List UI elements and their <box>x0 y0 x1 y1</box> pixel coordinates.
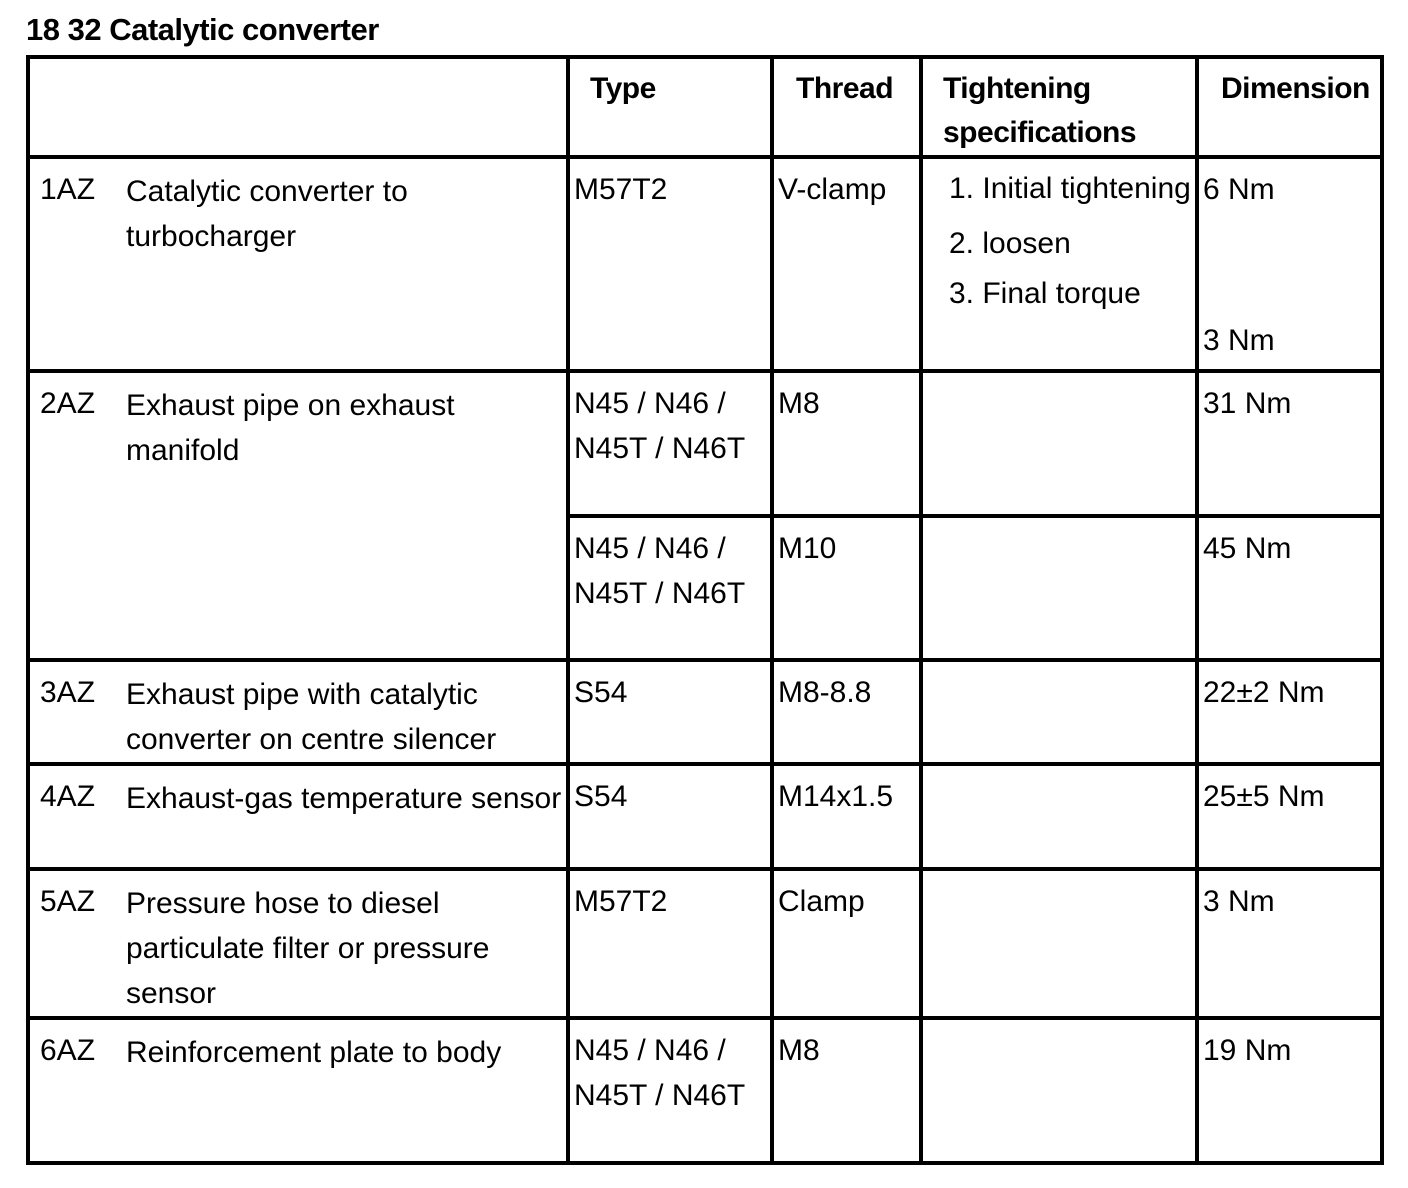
dimension-cell: 25±5 Nm <box>1197 764 1382 869</box>
tightening-step: 1. Initial tightening <box>949 172 1191 205</box>
thread-cell: M8 <box>772 371 921 516</box>
tightening-spec-table <box>26 55 1384 1165</box>
type-cell: N45 / N46 / N45T / N46T <box>568 1018 772 1163</box>
item-cell <box>28 371 568 660</box>
tightening-cell <box>921 157 1197 371</box>
item-description: Exhaust-gas temperature sensor <box>126 782 562 815</box>
dimension-cell: 19 Nm <box>1197 1018 1382 1163</box>
table-row <box>28 1018 1382 1163</box>
table-row <box>28 869 1382 1018</box>
thread-cell: V-clamp <box>772 157 921 371</box>
type-cell: N45 / N46 / N45T / N46T <box>568 371 772 516</box>
header-item <box>28 57 568 157</box>
type-cell: S54 <box>568 764 772 869</box>
table-header-row <box>28 57 1382 157</box>
item-cell <box>28 764 568 869</box>
header-thread: Thread <box>772 57 921 157</box>
item-code: 6AZ <box>40 1034 96 1067</box>
dimension-cell: 45 Nm <box>1197 516 1382 660</box>
item-description: Exhaust pipe with catalytic converter on centre silencer <box>126 678 497 756</box>
item-code: 4AZ <box>40 780 96 813</box>
header-dimension: Dimension <box>1197 57 1382 157</box>
dimension-cell: 22±2 Nm <box>1197 660 1382 764</box>
header-type: Type <box>568 57 772 157</box>
tightening-cell <box>921 516 1197 660</box>
table-row <box>28 764 1382 869</box>
item-cell <box>28 869 568 1018</box>
item-code: 5AZ <box>40 885 96 918</box>
tightening-cell <box>921 764 1197 869</box>
type-cell: M57T2 <box>568 157 772 371</box>
item-description: Pressure hose to diesel particulate filter or pressure sensor <box>126 887 490 1010</box>
item-code: 1AZ <box>40 173 96 206</box>
thread-cell: M8-8.8 <box>772 660 921 764</box>
table-row <box>28 157 1382 371</box>
page-title: 18 32 Catalytic converter <box>26 12 379 47</box>
tightening-cell <box>921 1018 1197 1163</box>
thread-cell: Clamp <box>772 869 921 1018</box>
item-description: Reinforcement plate to body <box>126 1036 502 1069</box>
dimension-cell <box>1197 157 1382 371</box>
item-cell <box>28 157 568 371</box>
table-row <box>28 371 1382 516</box>
item-code: 2AZ <box>40 387 96 420</box>
header-tightening: Tightening specifications <box>921 57 1197 157</box>
type-cell: M57T2 <box>568 869 772 1018</box>
tightening-cell <box>921 869 1197 1018</box>
item-cell <box>28 660 568 764</box>
dimension-cell: 3 Nm <box>1197 869 1382 1018</box>
dimension-final: 3 Nm <box>1203 324 1275 357</box>
item-cell <box>28 1018 568 1163</box>
item-description: Catalytic converter to turbocharger <box>126 175 408 253</box>
type-cell: S54 <box>568 660 772 764</box>
tightening-cell <box>921 660 1197 764</box>
table-row <box>28 660 1382 764</box>
thread-cell: M14x1.5 <box>772 764 921 869</box>
dimension-initial: 6 Nm <box>1203 173 1275 206</box>
item-code: 3AZ <box>40 676 96 709</box>
tightening-step: 3. Final torque <box>949 277 1141 310</box>
thread-cell: M10 <box>772 516 921 660</box>
type-cell: N45 / N46 / N45T / N46T <box>568 516 772 660</box>
tightening-cell <box>921 371 1197 516</box>
thread-cell: M8 <box>772 1018 921 1163</box>
dimension-cell: 31 Nm <box>1197 371 1382 516</box>
item-description: Exhaust pipe on exhaust manifold <box>126 389 455 467</box>
tightening-step: 2. loosen <box>949 227 1071 260</box>
